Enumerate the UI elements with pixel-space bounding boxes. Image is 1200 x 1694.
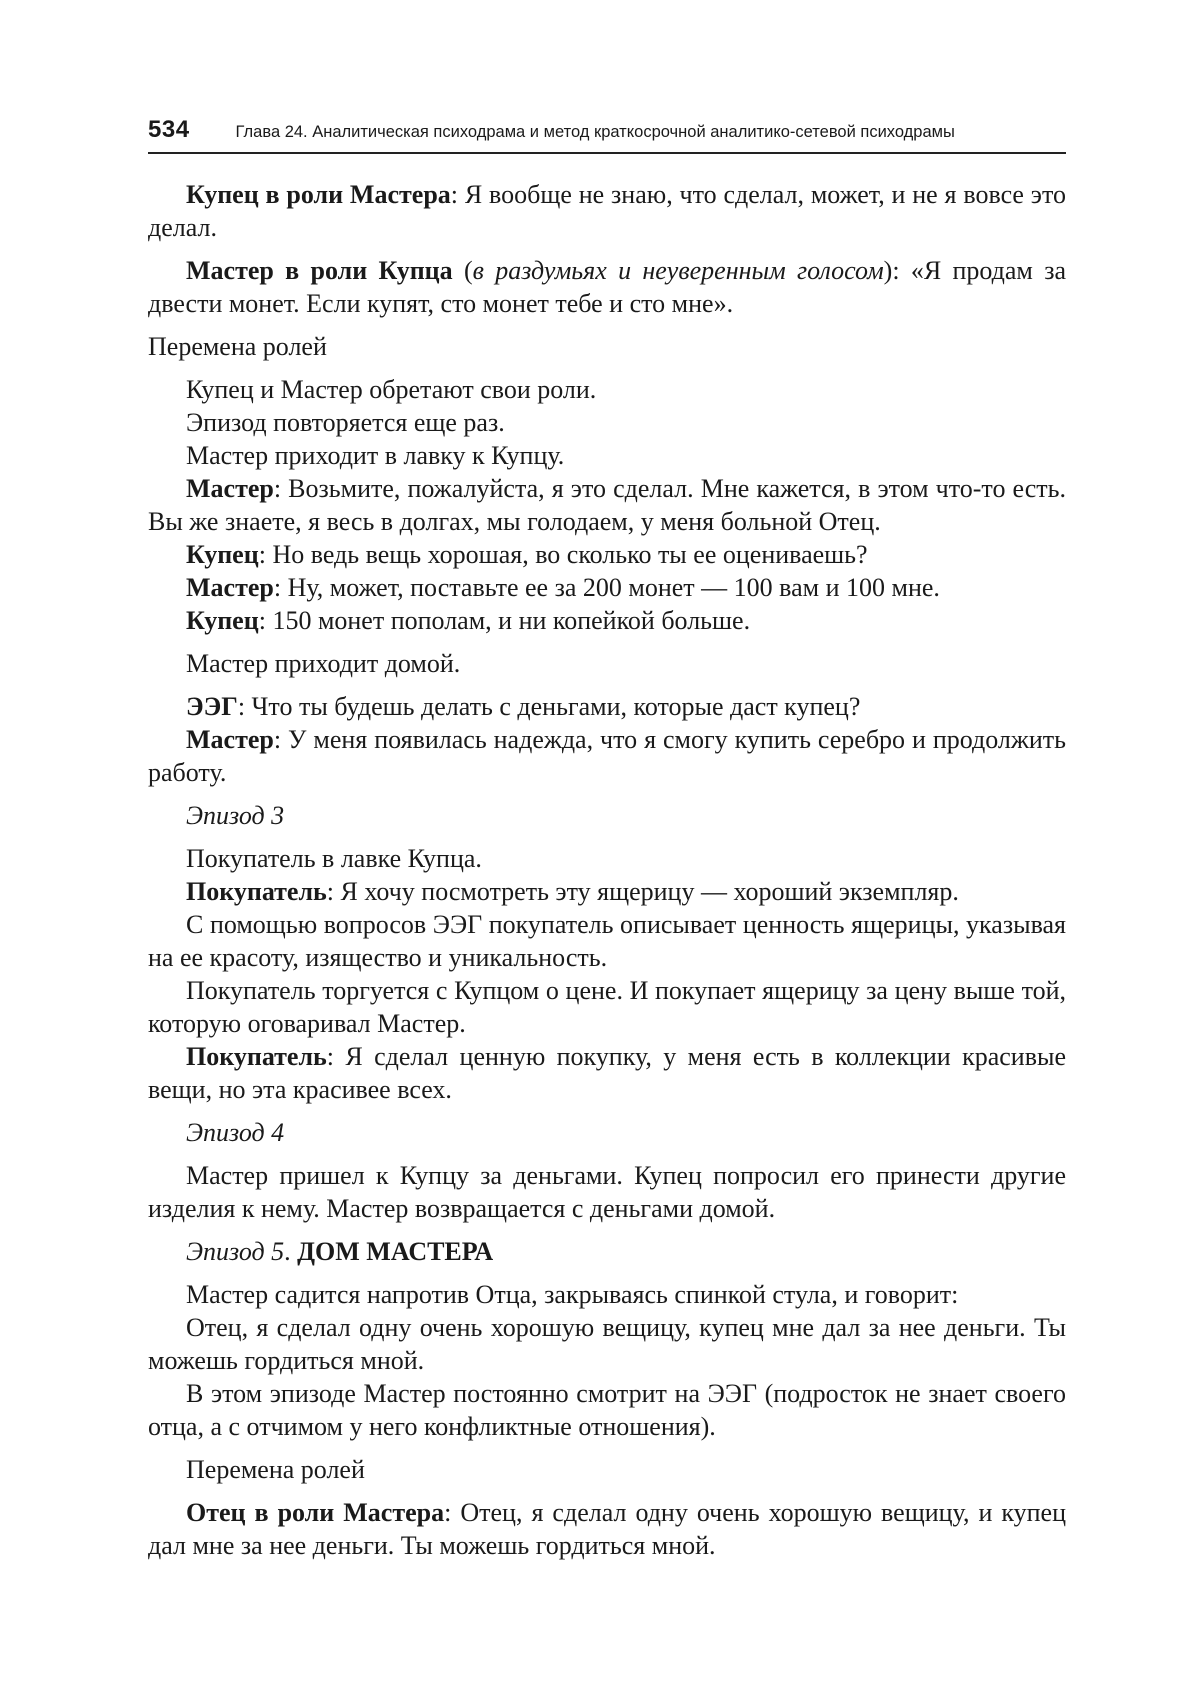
speaker-name: Мастер [186,573,274,602]
speech-text: : Возьмите, пожалуйста, я это сделал. Мне кажется, в этом что-то есть. Вы же знаете, я весь в долгах, мы голодаем, у меня больной Отец. [148,474,1066,536]
speech-text: : Но ведь вещь хорошая, во сколько ты ее оцениваешь? [258,540,868,569]
speaker-name: Мастер в роли Купца [186,256,453,285]
paragraph [148,690,1066,723]
speaker-name: Купец в роли Мастера [186,180,451,209]
paragraph: Мастер садится напротив Отца, закрываясь спинкой стула, и говорит: [186,1280,959,1309]
speech-text: : Я сделал ценную покупку, у меня есть в коллекции красивые вещи, но эта красивее всех. [148,1042,1066,1104]
paragraph: Мастер пришел к Купцу за деньгами. Купец попросил его принести другие изделия к нему. Мастер возвращается с деньгами домой. [148,1161,1066,1223]
speech-text: : У меня появилась надежда, что я смогу купить серебро и продолжить работу. [148,725,1066,787]
paragraph: Мастер приходит домой. [186,649,461,678]
speaker-name: Отец в роли Мастера [186,1498,445,1527]
speech-text: : Я хочу посмотреть эту ящерицу — хороший экземпляр. [326,877,959,906]
stage-direction: в раздумьях и неуверенным голосом [472,256,884,285]
speech-text: : 150 монет пополам, и ни копейкой больше. [258,606,751,635]
paragraph [148,1496,1066,1562]
section-label: Перемена ролей [186,1455,365,1484]
paragraph [148,723,1066,789]
paragraph [148,538,1066,571]
paragraph: Отец, я сделал одну очень хорошую вещицу, купец мне дал за нее деньги. Ты можешь гордиться мной. [148,1313,1066,1375]
running-header [148,116,1066,154]
paragraph: Покупатель в лавке Купца. [186,844,482,873]
paragraph [148,571,1066,604]
speech-text: : Что ты будешь делать с деньгами, которые даст купец? [237,692,861,721]
speaker-name: Купец [186,540,259,569]
speech-text: ): «Я продам за двести монет. Если купят, сто монет тебе и сто мне». [148,256,1067,318]
speaker-name: Мастер [186,725,274,754]
episode-heading: Эпизод 4 [186,1118,285,1147]
speaker-name: Покупатель [186,877,327,906]
speech-text: : Я вообще не знаю, что сделал, может, и не я вовсе это делал. [148,180,1066,242]
speaker-name: ЭЭГ [186,692,238,721]
paragraph: Купец и Мастер обретают свои роли. [186,375,597,404]
chapter-running-title: Глава 24. Аналитическая психодрама и метод краткосрочной аналитико-сетевой психодрамы [235,123,955,141]
paragraph [148,178,1066,244]
episode-heading: Эпизод 3 [186,801,285,830]
paragraph: Мастер приходит в лавку к Купцу. [186,441,565,470]
paragraph: С помощью вопросов ЭЭГ покупатель описывает ценность ящерицы, указывая на ее красоту, изящество и уникальность. [148,910,1066,972]
episode-number: Эпизод 5 [186,1237,285,1266]
paragraph [148,254,1066,320]
paragraph [148,1040,1066,1106]
paragraph [148,875,1066,908]
paragraph: Покупатель торгуется с Купцом о цене. И покупает ящерицу за цену выше той, которую оговаривал Мастер. [148,976,1066,1038]
paren-open: ( [452,256,473,285]
speaker-name: Мастер [186,474,274,503]
speaker-name: Купец [186,606,259,635]
section-label: Перемена ролей [148,332,327,361]
speech-text: : Ну, может, поставьте ее за 200 монет — 100 вам и 100 мне. [273,573,940,602]
paragraph [148,472,1066,538]
paragraph [148,604,1066,637]
paragraph: В этом эпизоде Мастер постоянно смотрит на ЭЭГ (подросток не знает своего отца, а с отчимом у него конфликтные отношения). [148,1379,1066,1441]
episode-title: ДОМ МАСТЕРА [297,1237,494,1266]
episode-heading: Эпизод 5. ДОМ МАСТЕРА [186,1237,494,1266]
page-number: 534 [148,116,190,143]
paragraph: Эпизод повторяется еще раз. [186,408,505,437]
speech-text: : Отец, я сделал одну очень хорошую вещицу, и купец дал мне за нее деньги. Ты можешь гордиться мной. [148,1498,1067,1560]
page-body [148,178,1066,1562]
speaker-name: Покупатель [186,1042,327,1071]
